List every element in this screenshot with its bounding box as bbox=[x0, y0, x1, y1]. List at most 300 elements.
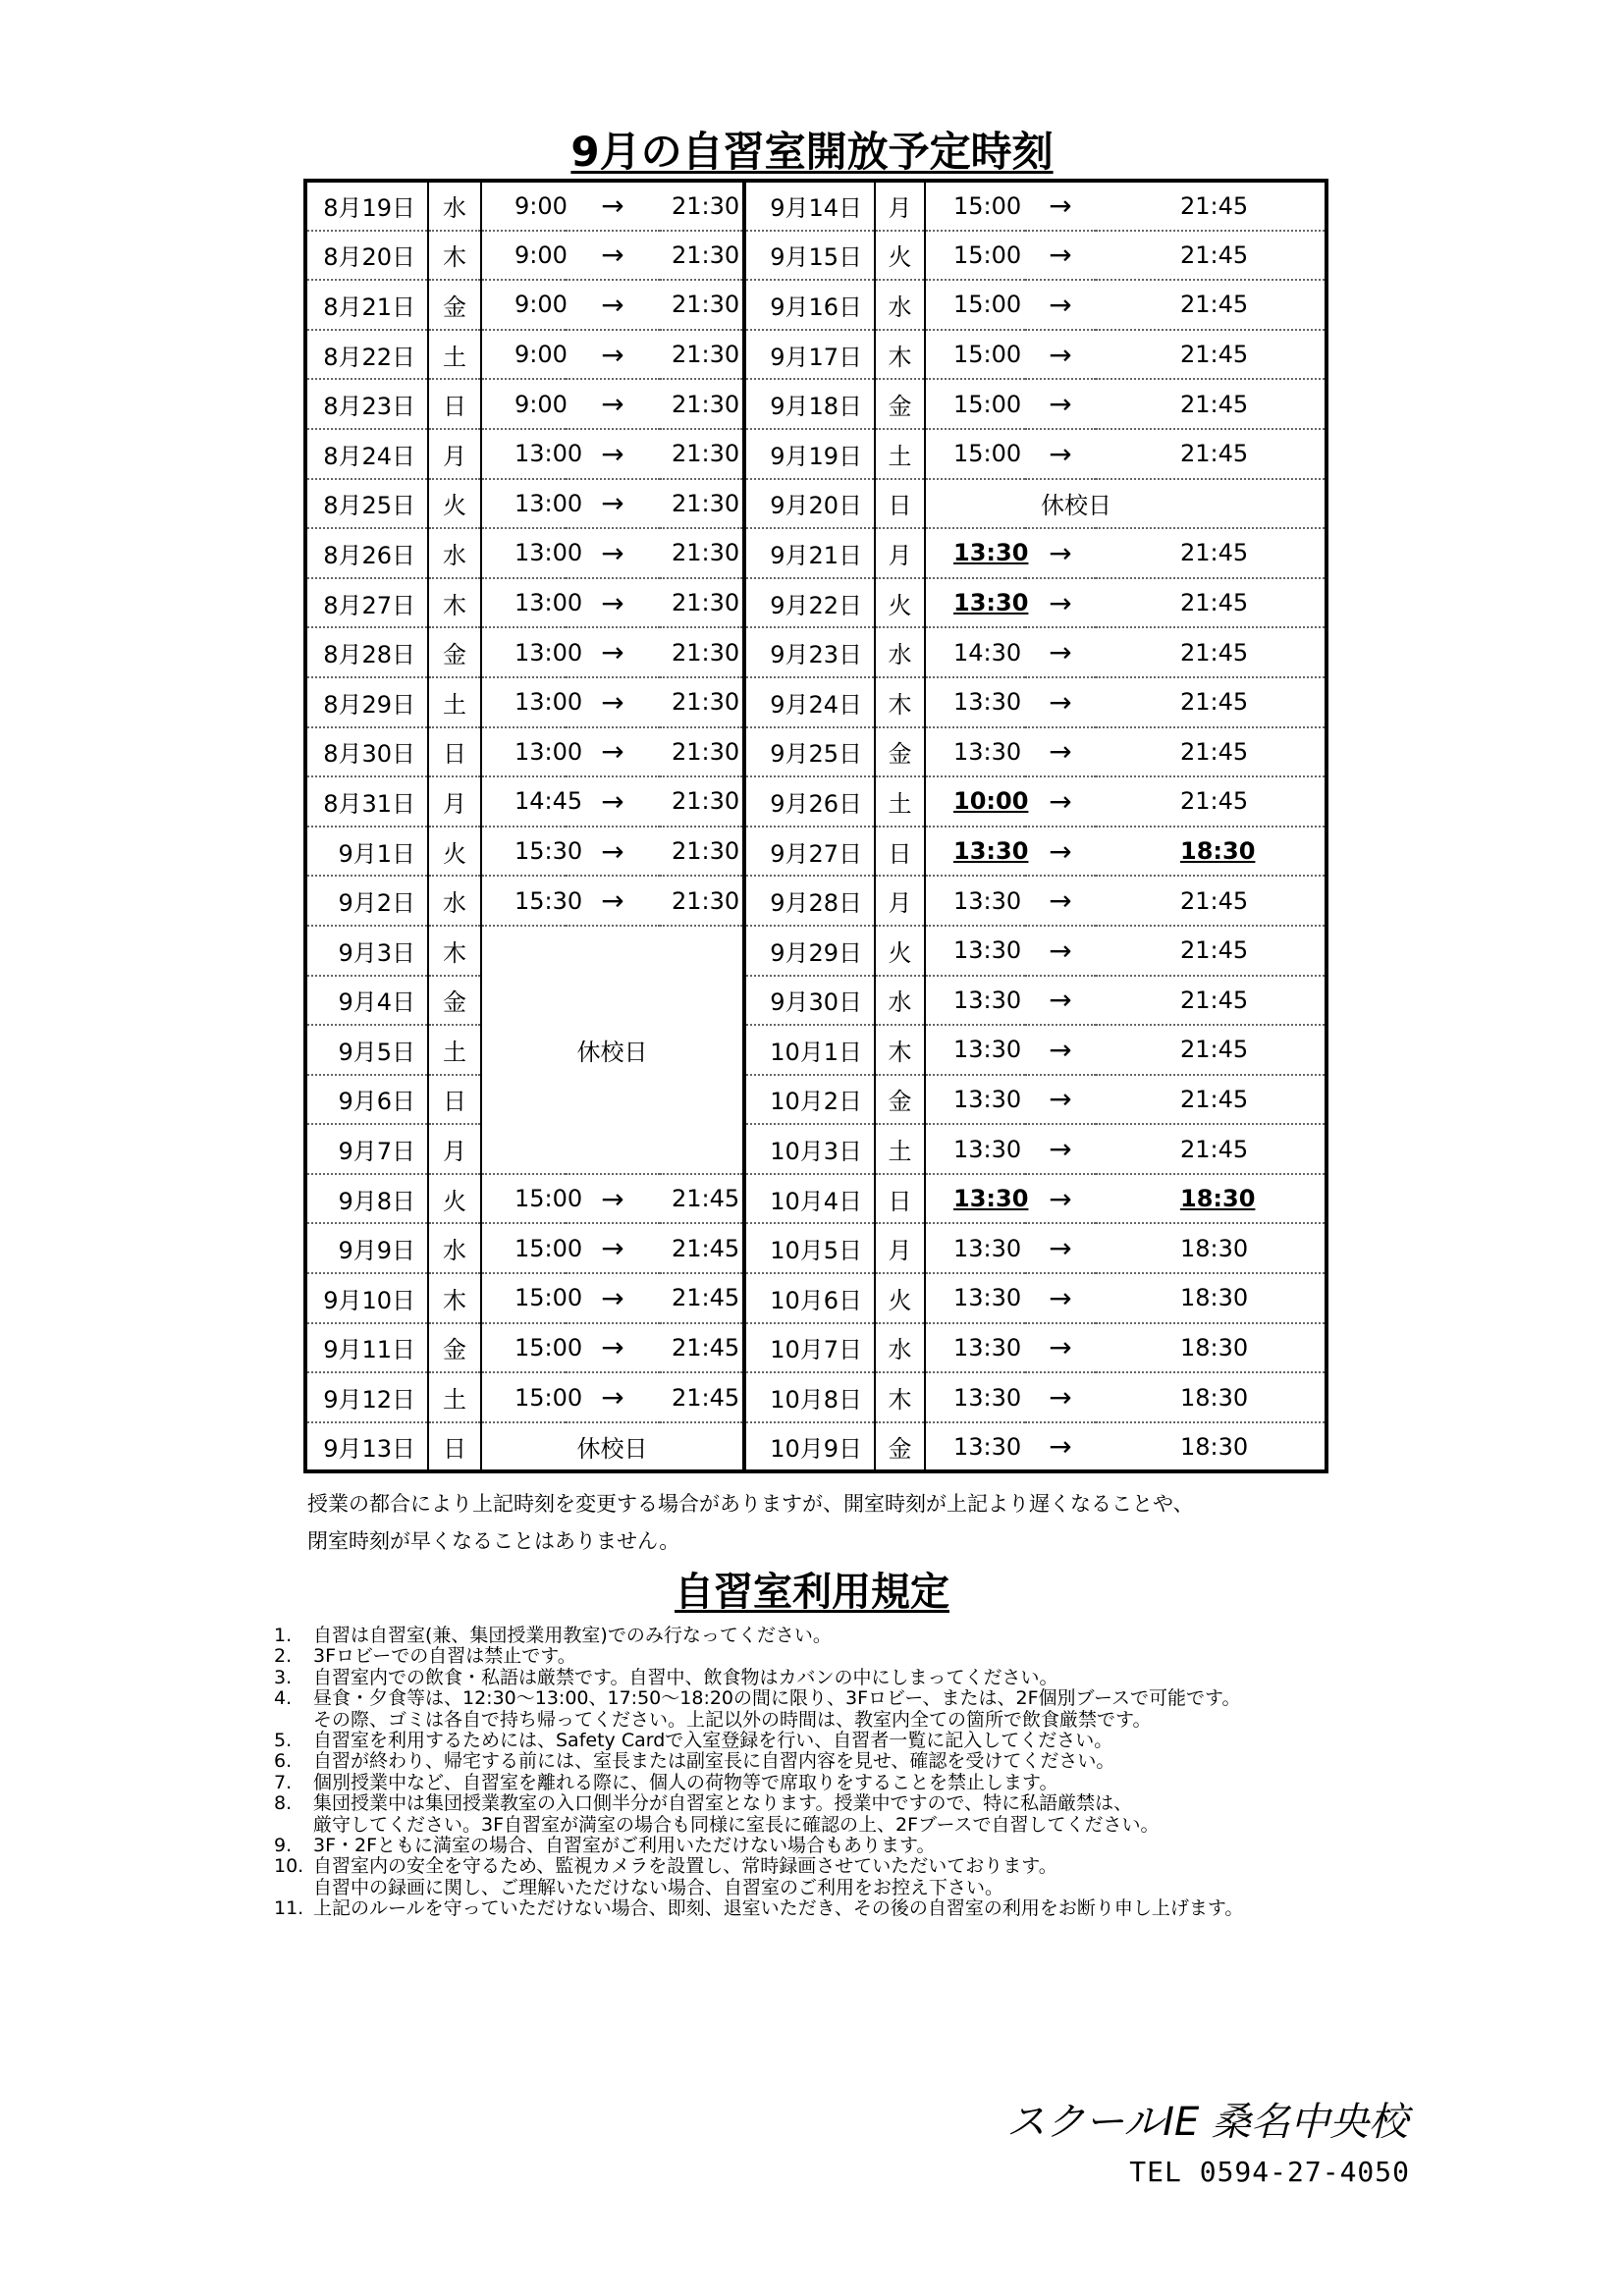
open-time-cell bbox=[925, 1223, 1025, 1273]
arrow-cell: → bbox=[1025, 627, 1096, 677]
open-time-cell bbox=[925, 876, 1025, 926]
weekday-cell: 火 bbox=[428, 1174, 481, 1224]
weekday-cell: 日 bbox=[428, 727, 481, 777]
open-time-cell: 15:00 bbox=[481, 1273, 566, 1323]
arrow-cell: → bbox=[566, 379, 660, 429]
weekday-cell: 火 bbox=[428, 827, 481, 877]
close-time: 18:30 bbox=[1180, 1383, 1249, 1412]
rule-item bbox=[274, 1626, 1452, 1646]
rule-item bbox=[274, 1668, 1452, 1688]
date-cell: 9月17日 bbox=[744, 330, 875, 380]
date-cell: 8月24日 bbox=[305, 429, 428, 479]
open-time-cell bbox=[925, 1273, 1025, 1323]
close-time: 21:45 bbox=[1180, 936, 1249, 965]
close-time: 21:45 bbox=[1180, 1036, 1249, 1064]
arrow-cell: → bbox=[1025, 528, 1096, 578]
rule-number: 9. bbox=[274, 1835, 293, 1857]
date-cell: 9月23日 bbox=[744, 627, 875, 677]
open-time: 13:30 bbox=[953, 1085, 1022, 1113]
weekday-cell: 金 bbox=[875, 727, 925, 777]
arrow-cell: → bbox=[1025, 330, 1096, 380]
open-time-cell: 13:00 bbox=[481, 727, 566, 777]
date-cell: 10月5日 bbox=[744, 1223, 875, 1273]
arrow-cell: → bbox=[1025, 429, 1096, 479]
close-time-cell bbox=[1096, 181, 1326, 231]
close-time-cell bbox=[1096, 1075, 1326, 1125]
close-time: 18:30 bbox=[1180, 1234, 1249, 1262]
table-row bbox=[305, 1124, 1326, 1174]
open-time: 13:30 bbox=[953, 1432, 1022, 1461]
open-time: 13:30 bbox=[953, 1383, 1022, 1412]
date-cell: 8月28日 bbox=[305, 627, 428, 677]
rule-item bbox=[274, 1751, 1452, 1772]
table-row bbox=[305, 1323, 1326, 1373]
date-cell: 9月25日 bbox=[744, 727, 875, 777]
rule-item bbox=[274, 1836, 1452, 1856]
weekday-cell: 土 bbox=[875, 429, 925, 479]
weekday-cell: 金 bbox=[428, 1323, 481, 1373]
table-row bbox=[305, 1025, 1326, 1075]
weekday-cell: 火 bbox=[875, 926, 925, 976]
open-time-cell: 15:00 bbox=[481, 1323, 566, 1373]
date-cell: 9月14日 bbox=[744, 181, 875, 231]
weekday-cell: 日 bbox=[875, 1174, 925, 1224]
open-time-cell: 13:00 bbox=[481, 528, 566, 578]
date-cell: 9月20日 bbox=[744, 479, 875, 529]
rule-number: 1. bbox=[274, 1625, 293, 1646]
arrow-cell: → bbox=[1025, 1124, 1096, 1174]
open-time-cell: 15:30 bbox=[481, 876, 566, 926]
close-time: 21:45 bbox=[1180, 638, 1249, 667]
close-time-cell: 21:30 bbox=[660, 528, 744, 578]
weekday-cell: 土 bbox=[428, 1372, 481, 1422]
close-time-cell: 21:30 bbox=[660, 776, 744, 827]
weekday-cell: 月 bbox=[875, 528, 925, 578]
weekday-cell: 日 bbox=[428, 379, 481, 429]
date-cell: 9月24日 bbox=[744, 677, 875, 727]
arrow-cell: → bbox=[1025, 231, 1096, 281]
open-time-cell bbox=[925, 1124, 1025, 1174]
weekday-cell: 月 bbox=[875, 181, 925, 231]
open-time-cell: 9:00 bbox=[481, 231, 566, 281]
arrow-cell: → bbox=[1025, 827, 1096, 877]
weekday-cell: 日 bbox=[875, 827, 925, 877]
rule-number: 11. bbox=[274, 1897, 304, 1920]
close-time: 18:30 bbox=[1180, 1432, 1249, 1461]
weekday-cell: 日 bbox=[428, 1075, 481, 1125]
weekday-cell: 木 bbox=[428, 1273, 481, 1323]
open-time: 13:30 bbox=[953, 837, 1029, 866]
rule-number: 8. bbox=[274, 1792, 293, 1815]
page-title: 9月の自習室開放予定時刻 bbox=[570, 128, 1054, 176]
open-time-cell bbox=[925, 627, 1025, 677]
date-cell: 9月8日 bbox=[305, 1174, 428, 1224]
rule-number: 3. bbox=[274, 1666, 293, 1688]
table-row bbox=[305, 1372, 1326, 1422]
close-time-cell: 21:45 bbox=[660, 1174, 744, 1224]
close-time-cell: 21:30 bbox=[660, 280, 744, 330]
arrow-cell: → bbox=[566, 677, 660, 727]
close-time-cell bbox=[1096, 926, 1326, 976]
close-time: 18:30 bbox=[1180, 1333, 1249, 1362]
close-time-cell bbox=[1096, 727, 1326, 777]
open-time: 13:30 bbox=[953, 986, 1022, 1014]
close-time: 18:30 bbox=[1180, 1185, 1256, 1213]
open-time-cell: 9:00 bbox=[481, 330, 566, 380]
school-phone: TEL 0594-27-4050 bbox=[1129, 2156, 1410, 2188]
table-row bbox=[305, 1174, 1326, 1224]
open-time-cell: 13:00 bbox=[481, 429, 566, 479]
weekday-cell: 木 bbox=[875, 1025, 925, 1075]
weekday-cell: 土 bbox=[428, 1025, 481, 1075]
date-cell: 9月12日 bbox=[305, 1372, 428, 1422]
open-time-cell: 15:30 bbox=[481, 827, 566, 877]
weekday-cell: 水 bbox=[428, 528, 481, 578]
table-row bbox=[305, 578, 1326, 628]
arrow-cell: → bbox=[1025, 1223, 1096, 1273]
close-time-cell: 21:45 bbox=[660, 1372, 744, 1422]
rule-number: 2. bbox=[274, 1645, 293, 1668]
arrow-cell: → bbox=[1025, 876, 1096, 926]
close-time-cell bbox=[1096, 1124, 1326, 1174]
closed-day-cell: 休校日 bbox=[925, 479, 1326, 529]
open-time-cell bbox=[925, 1075, 1025, 1125]
open-time-cell: 9:00 bbox=[481, 379, 566, 429]
weekday-cell: 木 bbox=[428, 926, 481, 976]
schedule-table bbox=[303, 179, 1328, 1473]
table-row bbox=[305, 1273, 1326, 1323]
date-cell: 9月22日 bbox=[744, 578, 875, 628]
arrow-cell: → bbox=[566, 827, 660, 877]
rule-item bbox=[274, 1688, 1452, 1709]
open-time: 13:30 bbox=[953, 936, 1022, 965]
rule-text: 3Fロビーでの自習は禁止です。 bbox=[313, 1645, 576, 1668]
open-time-cell: 13:00 bbox=[481, 627, 566, 677]
arrow-cell: → bbox=[566, 727, 660, 777]
open-time-cell bbox=[925, 827, 1029, 877]
open-time-cell: 9:00 bbox=[481, 280, 566, 330]
close-time: 21:45 bbox=[1180, 440, 1249, 468]
date-cell: 9月9日 bbox=[305, 1223, 428, 1273]
rule-text: 集団授業中は集団授業教室の入口側半分が自習室となります。授業中ですので、特に私語厳禁は、 bbox=[313, 1792, 1133, 1815]
date-cell: 10月8日 bbox=[744, 1372, 875, 1422]
close-time-cell bbox=[1096, 627, 1326, 677]
date-cell: 8月26日 bbox=[305, 528, 428, 578]
open-time: 13:30 bbox=[953, 1284, 1022, 1312]
close-time-cell bbox=[1096, 1273, 1326, 1323]
weekday-cell: 金 bbox=[428, 976, 481, 1026]
open-time-cell: 9:00 bbox=[481, 181, 566, 231]
open-time-cell: 13:00 bbox=[481, 479, 566, 529]
open-time-cell: 13:00 bbox=[481, 578, 566, 628]
rule-number: 5. bbox=[274, 1730, 293, 1752]
date-cell: 9月28日 bbox=[744, 876, 875, 926]
weekday-cell: 土 bbox=[875, 776, 925, 827]
table-row bbox=[305, 181, 1326, 231]
arrow-cell: → bbox=[1025, 776, 1096, 827]
close-time-cell bbox=[1096, 1372, 1326, 1422]
date-cell: 10月3日 bbox=[744, 1124, 875, 1174]
open-time-cell bbox=[925, 1422, 1025, 1472]
rule-text: 自習室を利用するためには、Safety Cardで入室登録を行い、自習者一覧に記入してください。 bbox=[313, 1730, 1113, 1752]
arrow-cell: → bbox=[1025, 181, 1096, 231]
arrow-cell: → bbox=[566, 1372, 660, 1422]
arrow-cell: → bbox=[1025, 379, 1096, 429]
rule-number: 7. bbox=[274, 1771, 293, 1793]
close-time-cell bbox=[1096, 827, 1326, 877]
weekday-cell: 土 bbox=[428, 677, 481, 727]
arrow-cell: → bbox=[1025, 280, 1096, 330]
table-row bbox=[305, 1075, 1326, 1125]
rule-item bbox=[274, 1793, 1452, 1814]
close-time: 21:45 bbox=[1180, 291, 1249, 319]
arrow-cell: → bbox=[1025, 1025, 1096, 1075]
close-time: 21:45 bbox=[1180, 390, 1249, 418]
date-cell: 8月23日 bbox=[305, 379, 428, 429]
arrow-cell: → bbox=[1025, 727, 1096, 777]
open-time: 13:30 bbox=[953, 539, 1029, 567]
rule-text: 個別授業中など、自習室を離れる際に、個人の荷物等で席取りをすることを禁止します。 bbox=[313, 1771, 1058, 1793]
open-time: 13:30 bbox=[953, 737, 1022, 766]
open-time: 13:30 bbox=[953, 1333, 1022, 1362]
close-time: 21:45 bbox=[1180, 688, 1249, 717]
date-cell: 10月7日 bbox=[744, 1323, 875, 1373]
weekday-cell: 月 bbox=[875, 876, 925, 926]
date-cell: 9月2日 bbox=[305, 876, 428, 926]
open-time: 13:30 bbox=[953, 688, 1022, 717]
open-time-cell: 15:00 bbox=[481, 1174, 566, 1224]
close-time-cell bbox=[1096, 578, 1326, 628]
rule-item bbox=[274, 1815, 1452, 1836]
table-row bbox=[305, 231, 1326, 281]
open-time: 15:00 bbox=[953, 341, 1022, 369]
close-time-cell: 21:30 bbox=[660, 876, 744, 926]
arrow-cell: → bbox=[1049, 1430, 1072, 1464]
close-time: 21:45 bbox=[1180, 539, 1249, 567]
table-row bbox=[305, 330, 1326, 380]
open-time: 15:00 bbox=[953, 440, 1022, 468]
weekday-cell: 金 bbox=[875, 379, 925, 429]
arrow-cell: → bbox=[1025, 1273, 1096, 1323]
close-time-cell: 21:45 bbox=[660, 1273, 744, 1323]
table-row bbox=[305, 727, 1326, 777]
open-time: 13:30 bbox=[953, 1036, 1022, 1064]
close-time-cell bbox=[1096, 528, 1326, 578]
arrow-cell: → bbox=[566, 876, 660, 926]
weekday-cell: 水 bbox=[875, 627, 925, 677]
open-time: 15:00 bbox=[953, 390, 1022, 418]
date-cell: 9月26日 bbox=[744, 776, 875, 827]
open-time: 13:30 bbox=[953, 1185, 1029, 1213]
close-time-cell bbox=[1096, 1422, 1326, 1472]
rule-text: 自習室内での飲食・私語は厳禁です。自習中、飲食物はカバンの中にしまってください。 bbox=[313, 1666, 1058, 1688]
close-time: 21:45 bbox=[1180, 240, 1249, 269]
rule-text: 上記のルールを守っていただけない場合、即刻、退室いただき、その後の自習室の利用をお断り申し上げます。 bbox=[313, 1897, 1244, 1920]
open-time-cell bbox=[925, 1174, 1029, 1224]
close-time-cell bbox=[1096, 1323, 1326, 1373]
close-time-cell bbox=[1096, 231, 1326, 281]
open-time-cell bbox=[925, 379, 1025, 429]
rule-number bbox=[274, 1815, 313, 1836]
close-time: 21:45 bbox=[1180, 986, 1249, 1014]
arrow-cell: → bbox=[1025, 926, 1096, 976]
open-time-cell bbox=[925, 429, 1025, 479]
close-time-cell: 21:30 bbox=[660, 627, 744, 677]
rules-list bbox=[274, 1626, 1452, 1920]
table-row bbox=[305, 429, 1326, 479]
date-cell: 9月10日 bbox=[305, 1273, 428, 1323]
arrow-cell: → bbox=[566, 429, 660, 479]
rule-item bbox=[274, 1646, 1452, 1667]
date-cell: 9月3日 bbox=[305, 926, 428, 976]
close-time-cell: 21:30 bbox=[660, 330, 744, 380]
arrow-cell: → bbox=[566, 1273, 660, 1323]
date-cell: 9月7日 bbox=[305, 1124, 428, 1174]
close-time: 21:45 bbox=[1180, 886, 1249, 915]
date-cell: 9月4日 bbox=[305, 976, 428, 1026]
rule-number: 4. bbox=[274, 1687, 293, 1710]
rule-item bbox=[274, 1731, 1452, 1751]
arrow-cell: → bbox=[1025, 976, 1096, 1026]
date-cell: 9月18日 bbox=[744, 379, 875, 429]
close-time-cell bbox=[1096, 876, 1326, 926]
weekday-cell: 水 bbox=[875, 280, 925, 330]
close-time-cell bbox=[1096, 677, 1326, 727]
table-row bbox=[305, 976, 1326, 1026]
weekday-cell: 土 bbox=[428, 330, 481, 380]
table-row bbox=[305, 479, 1326, 529]
open-time: 13:30 bbox=[953, 886, 1022, 915]
arrow-cell: → bbox=[566, 330, 660, 380]
weekday-cell: 火 bbox=[428, 479, 481, 529]
close-time: 18:30 bbox=[1180, 837, 1256, 866]
weekday-cell: 月 bbox=[875, 1223, 925, 1273]
rule-item bbox=[274, 1898, 1452, 1919]
date-cell: 9月16日 bbox=[744, 280, 875, 330]
close-time: 21:45 bbox=[1180, 589, 1249, 617]
weekday-cell: 水 bbox=[875, 976, 925, 1026]
date-cell: 10月1日 bbox=[744, 1025, 875, 1075]
date-cell: 8月30日 bbox=[305, 727, 428, 777]
close-time-cell bbox=[1096, 379, 1326, 429]
arrow-cell: → bbox=[566, 1223, 660, 1273]
school-name: スクールIE 桑名中央校 bbox=[1006, 2100, 1408, 2145]
rule-text: 自習が終わり、帰宅する前には、室長または副室長に自習内容を見せ、確認を受けてください。 bbox=[313, 1750, 1115, 1773]
close-time-cell: 21:30 bbox=[660, 727, 744, 777]
rule-item bbox=[274, 1710, 1452, 1731]
rule-text: 自習中の録画に関し、ご理解いただけない場合、自習室のご利用をお控え下さい。 bbox=[313, 1876, 1004, 1898]
close-time-cell: 21:30 bbox=[660, 231, 744, 281]
arrow-cell: → bbox=[1025, 677, 1096, 727]
close-time: 18:30 bbox=[1180, 1284, 1249, 1312]
rule-number bbox=[274, 1710, 313, 1731]
close-time-cell bbox=[1096, 429, 1326, 479]
weekday-cell: 火 bbox=[875, 1273, 925, 1323]
open-time-cell: 15:00 bbox=[481, 1372, 566, 1422]
open-time: 15:00 bbox=[953, 191, 1022, 220]
date-cell: 8月20日 bbox=[305, 231, 428, 281]
open-time: 15:00 bbox=[953, 240, 1022, 269]
date-cell: 8月22日 bbox=[305, 330, 428, 380]
table-row bbox=[305, 1422, 1326, 1472]
open-time-cell bbox=[925, 1323, 1025, 1373]
arrow-cell: → bbox=[566, 479, 660, 529]
close-time: 21:45 bbox=[1180, 191, 1249, 220]
open-time: 13:30 bbox=[953, 1234, 1022, 1262]
weekday-cell: 木 bbox=[428, 231, 481, 281]
rule-item bbox=[274, 1773, 1452, 1793]
close-time-cell: 21:45 bbox=[660, 1323, 744, 1373]
weekday-cell: 土 bbox=[875, 1124, 925, 1174]
table-row bbox=[305, 528, 1326, 578]
arrow-cell: → bbox=[1025, 1174, 1096, 1224]
open-time: 10:00 bbox=[953, 787, 1029, 816]
date-cell: 8月19日 bbox=[305, 181, 428, 231]
arrow-cell: → bbox=[566, 776, 660, 827]
arrow-cell: → bbox=[1025, 1323, 1096, 1373]
close-time: 21:45 bbox=[1180, 341, 1249, 369]
arrow-cell: → bbox=[566, 1323, 660, 1373]
weekday-cell: 月 bbox=[428, 429, 481, 479]
table-row bbox=[305, 280, 1326, 330]
weekday-cell: 水 bbox=[428, 181, 481, 231]
open-time: 13:30 bbox=[953, 1135, 1022, 1163]
close-time: 21:45 bbox=[1180, 1085, 1249, 1113]
arrow-cell: → bbox=[566, 181, 660, 231]
open-time-cell bbox=[925, 677, 1025, 727]
open-time-cell bbox=[925, 1372, 1025, 1422]
rule-text: 3F・2Fともに満室の場合、自習室がご利用いただけない場合もあります。 bbox=[313, 1835, 936, 1857]
weekday-cell: 金 bbox=[875, 1075, 925, 1125]
weekday-cell: 水 bbox=[428, 1223, 481, 1273]
arrow-cell: → bbox=[566, 578, 660, 628]
date-cell: 8月27日 bbox=[305, 578, 428, 628]
close-time-cell: 21:30 bbox=[660, 181, 744, 231]
weekday-cell: 木 bbox=[875, 330, 925, 380]
rule-text: 厳守してください。3F自習室が満室の場合も同様に室長に確認の上、2Fブースで自習してください。 bbox=[313, 1813, 1160, 1836]
date-cell: 9月15日 bbox=[744, 231, 875, 281]
close-time: 21:45 bbox=[1180, 1135, 1249, 1163]
date-cell: 10月6日 bbox=[744, 1273, 875, 1323]
date-cell: 10月2日 bbox=[744, 1075, 875, 1125]
weekday-cell: 月 bbox=[428, 776, 481, 827]
weekday-cell: 日 bbox=[428, 1422, 481, 1472]
weekday-cell: 木 bbox=[428, 578, 481, 628]
date-cell: 9月13日 bbox=[305, 1422, 428, 1472]
table-row bbox=[305, 876, 1326, 926]
weekday-cell: 月 bbox=[428, 1124, 481, 1174]
date-cell: 9月19日 bbox=[744, 429, 875, 479]
open-time-cell bbox=[925, 578, 1029, 628]
arrow-cell: → bbox=[566, 231, 660, 281]
date-cell: 10月9日 bbox=[744, 1422, 875, 1472]
date-cell: 10月4日 bbox=[744, 1174, 875, 1224]
rule-text: 自習室内の安全を守るため、監視カメラを設置し、常時録画させていただいております。 bbox=[313, 1855, 1057, 1878]
weekday-cell: 水 bbox=[875, 1323, 925, 1373]
close-time-cell: 21:30 bbox=[660, 677, 744, 727]
open-time: 15:00 bbox=[953, 291, 1022, 319]
close-time: 21:45 bbox=[1180, 737, 1249, 766]
close-time-cell bbox=[1096, 1174, 1326, 1224]
table-row bbox=[305, 827, 1326, 877]
rule-text: 自習は自習室(兼、集団授業用教室)でのみ行なってください。 bbox=[313, 1625, 832, 1646]
arrow-cell: → bbox=[1025, 578, 1096, 628]
closed-day-block: 休校日 bbox=[481, 926, 744, 1174]
weekday-cell: 金 bbox=[875, 1422, 925, 1472]
weekday-cell: 金 bbox=[428, 627, 481, 677]
open-time-cell: 13:00 bbox=[481, 677, 566, 727]
table-row bbox=[305, 379, 1326, 429]
